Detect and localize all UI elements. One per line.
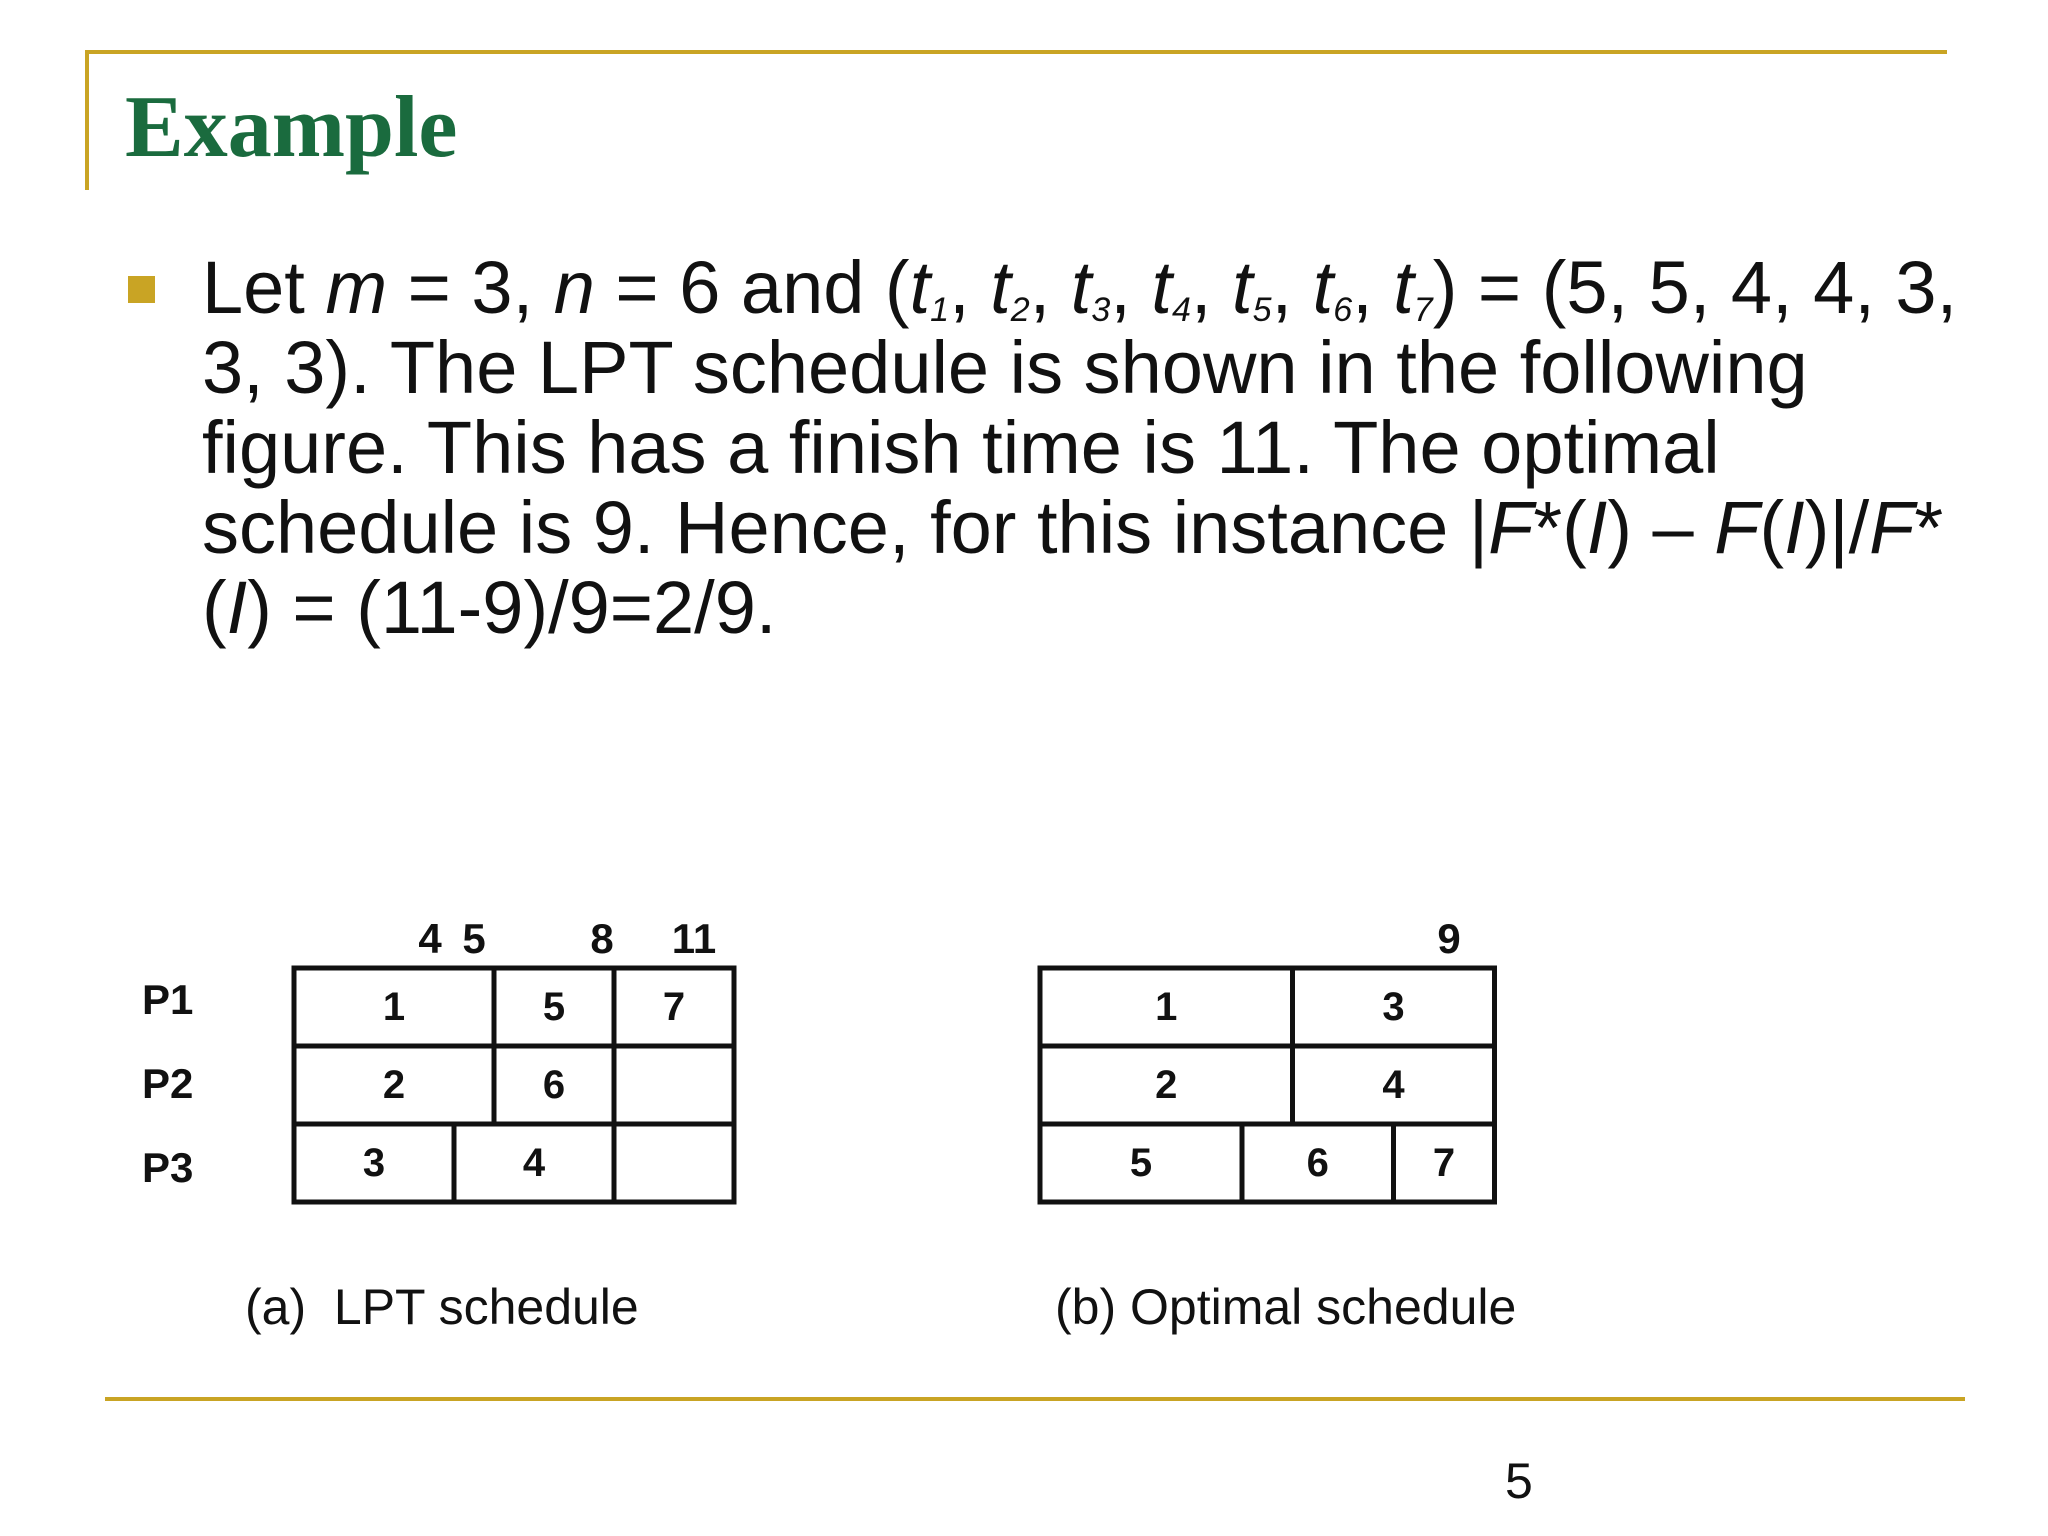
lpt-job-label: 1 <box>382 985 406 1029</box>
lpt-time-marker: 8 <box>590 915 614 962</box>
processor-label-p1: P1 <box>142 976 194 1023</box>
optimal-job-label: 1 <box>1155 985 1178 1029</box>
processor-label-p3: P3 <box>142 1144 194 1191</box>
optimal-job-label: 5 <box>1129 1141 1153 1185</box>
optimal-job-label: 2 <box>1155 1063 1178 1107</box>
optimal-caption: (b) Optimal schedule <box>1055 1279 1517 1335</box>
lpt-job-label: 7 <box>662 985 686 1029</box>
frame-bottom-line <box>105 1397 1965 1401</box>
bullet-square-icon <box>128 276 155 303</box>
optimal-time-marker: 9 <box>1437 915 1461 962</box>
slide-title: Example <box>125 79 458 176</box>
frame-left-line <box>85 50 89 190</box>
lpt-time-marker: 4 <box>418 915 442 962</box>
optimal-job-label: 3 <box>1382 985 1405 1029</box>
lpt-job-label: 5 <box>542 985 566 1029</box>
lpt-time-marker: 11 <box>671 915 717 962</box>
bullet-text: Let m = 3, n = 6 and ($t_1$, $t_2$, $t_3$, $t_4$, $t_5$, $t_6$, $t_7) = (5$, 5, 4, 4, 3, 3, 3). The LPT schedule is shown in the following figure. This has a finish time is 11. The optimal schedule is 9. Hence, for this instance |F*(I) – F(I)|/F*(I) = (11-9)/9=2/9. <box>202 246 1958 649</box>
frame-top-line <box>85 50 1947 54</box>
lpt-cell <box>614 1046 734 1124</box>
page-number: 5 <box>1505 1453 1533 1509</box>
lpt-job-label: 4 <box>522 1141 546 1185</box>
optimal-job-label: 4 <box>1382 1063 1405 1107</box>
optimal-job-label: 6 <box>1306 1141 1329 1185</box>
lpt-job-label: 3 <box>362 1141 386 1185</box>
lpt-cell <box>614 1124 734 1202</box>
optimal-job-label: 7 <box>1432 1141 1456 1185</box>
lpt-job-label: 2 <box>382 1063 406 1107</box>
lpt-time-marker: 5 <box>462 915 486 962</box>
processor-label-p2: P2 <box>142 1060 194 1107</box>
lpt-caption: (a) LPT schedule <box>245 1279 639 1335</box>
lpt-job-label: 6 <box>542 1063 566 1107</box>
